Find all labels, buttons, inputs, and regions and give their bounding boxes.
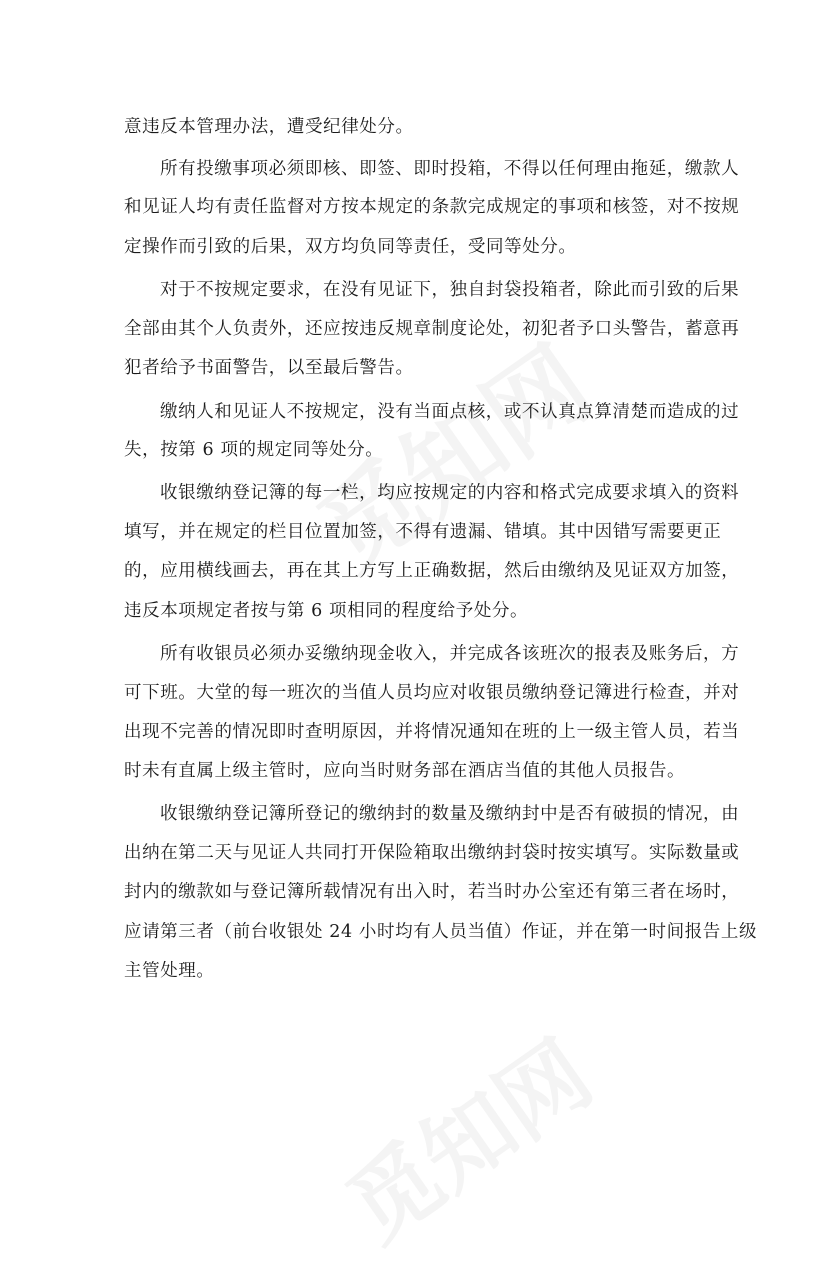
paragraph-first-line: 所有收银员必须办妥缴纳现金收入，并完成各该班次的报表及账务后，方 bbox=[160, 644, 740, 664]
paragraph-first-line: 对于不按规定要求，在没有见证下，独自封袋投箱者，除此而引致的后果 bbox=[160, 280, 740, 300]
text-line: 出纳在第二天与见证人共同打开保险箱取出缴纳封袋时按实填写。实际数量或 bbox=[124, 843, 740, 863]
paragraph-first-line: 缴纳人和见证人不按规定，没有当面点核，或不认真点算清楚而造成的过 bbox=[160, 402, 740, 422]
watermark bbox=[317, 1004, 613, 1265]
text-line: 意违反本管理办法，遭受纪律处分。 bbox=[124, 117, 414, 137]
text-line: 和见证人均有责任监督对方按本规定的条款完成规定的事项和核签，对不按规 bbox=[124, 197, 740, 217]
text-line: 失，按第 6 项的规定同等处分。 bbox=[124, 440, 384, 460]
text-line: 定操作而引致的后果，双方均负同等责任，受同等处分。 bbox=[124, 237, 577, 257]
text-line: 主管处理。 bbox=[124, 961, 215, 981]
text-line: 填写，并在规定的栏目位置加签，不得有遗漏、错填。其中因错写需要更正 bbox=[124, 522, 722, 542]
paragraph-first-line: 收银缴纳登记簿所登记的缴纳封的数量及缴纳封中是否有破损的情况，由 bbox=[160, 804, 740, 824]
text-line: 全部由其个人负责外，还应按违反规章制度论处，初犯者予口头警告，蓄意再 bbox=[124, 319, 740, 339]
paragraph-first-line: 所有投缴事项必须即核、即签、即时投箱，不得以任何理由拖延，缴款人 bbox=[160, 159, 740, 179]
text-line: 封内的缴款如与登记簿所载情况有出入时，若当时办公室还有第三者在场时， bbox=[124, 882, 740, 902]
text-line: 时未有直属上级主管时，应向当时财务部在酒店当值的其他人员报告。 bbox=[124, 761, 686, 781]
text-line: 违反本项规定者按与第 6 项相同的程度给予处分。 bbox=[124, 601, 529, 621]
text-line: 应请第三者（前台收银处 24 小时均有人员当值）作证，并在第一时间报告上级 bbox=[124, 922, 758, 942]
paragraph-first-line: 收银缴纳登记簿的每一栏，均应按规定的内容和格式完成要求填入的资料 bbox=[160, 483, 740, 503]
text-line: 的，应用横线画去，再在其上方写上正确数据，然后由缴纳及见证双方加签， bbox=[124, 561, 740, 581]
text-line: 出现不完善的情况即时查明原因，并将情况通知在班的上一级主管人员，若当 bbox=[124, 722, 740, 742]
text-line: 犯者给予书面警告，以至最后警告。 bbox=[124, 358, 414, 378]
text-line: 可下班。大堂的每一班次的当值人员均应对收银员缴纳登记簿进行检查，并对 bbox=[124, 683, 740, 703]
